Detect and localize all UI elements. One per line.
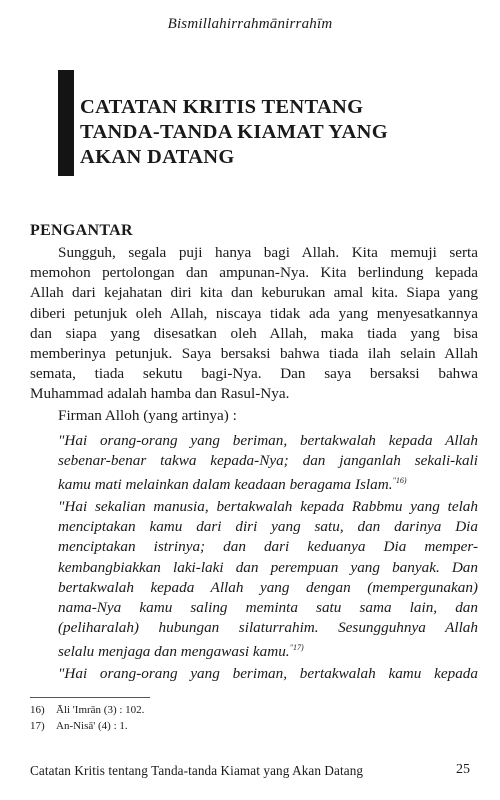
footnote-number: 17) xyxy=(30,720,45,732)
running-header: Bismillahirrahmānirrahīm xyxy=(167,16,333,32)
footnote xyxy=(30,720,128,732)
quote-line: bertakwalah kepada Allah yang dengan (mempergunakan) xyxy=(58,578,478,596)
paragraph-line: diberi petunjuk oleh Allah, niscaya tidak ada yang menyesatkannya xyxy=(30,304,478,322)
footnote-text: An-Nisā' (4) : 1. xyxy=(56,720,128,732)
quote-line: "Hai sekalian manusia, bertakwalah kepada Rabbmu yang telah xyxy=(58,498,478,515)
quote-line xyxy=(58,471,478,495)
paragraph-line: Muhammad adalah hamba dan Rasul-Nya. xyxy=(30,385,290,403)
section-heading: PENGANTAR xyxy=(30,222,133,239)
paragraph-line: dan siapa yang disesatkan oleh Allah, maka tiada yang bisa xyxy=(30,324,478,342)
footnote-divider xyxy=(30,697,150,698)
title-line: TANDA-TANDA KIAMAT YANG xyxy=(80,121,388,143)
title-accent-bar xyxy=(58,70,74,176)
quote-block-2 xyxy=(58,497,478,663)
quote-line: "Hai orang-orang yang beriman, bertakwalah kepada Allah xyxy=(58,432,478,449)
paragraph-line: Allah dari kejahatan diri kita dan keburukan amal kita. Siapa yang xyxy=(30,284,478,302)
quote-line: sebenar-benar takwa kepada-Nya; dan janganlah sekali-kali xyxy=(58,452,478,470)
paragraph-line: semata, tiada sekutu bagi-Nya. Dan saya bersaksi bahwa xyxy=(30,365,478,383)
quote-line: nama-Nya kamu saling meminta satu sama lain, dan xyxy=(58,599,478,617)
title-line: CATATAN KRITIS TENTANG xyxy=(80,96,364,118)
quote-line: menciptakan kamu dari diri yang satu, dan darinya Dia xyxy=(58,518,478,536)
quote-text: kamu mati melainkan dalam keadaan beragama Islam. xyxy=(58,476,393,494)
footnote-number: 16) xyxy=(30,704,45,716)
footnote xyxy=(30,704,144,716)
quote-line: "Hai orang-orang yang beriman, bertakwalah kamu kepada xyxy=(58,665,478,682)
footnote-ref: "17) xyxy=(289,643,304,653)
quote-intro: Firman Alloh (yang artinya) : xyxy=(58,407,237,424)
page-number: 25 xyxy=(456,762,470,777)
paragraph-line: Sungguh, segala puji hanya bagi Allah. Kita memuji serta xyxy=(58,244,478,261)
quote-text: selalu menjaga dan mengawasi kamu. xyxy=(58,643,290,661)
quote-line xyxy=(58,638,478,662)
opening-paragraph xyxy=(30,243,478,405)
footnote-ref: "16) xyxy=(392,476,407,486)
quote-block-3 xyxy=(58,664,478,684)
quote-block-1 xyxy=(58,431,478,496)
quote-line: kembangbiakkan laki-laki dan perempuan yang banyak. Dan xyxy=(58,558,478,576)
quote-line: menciptakan istrinya; dan dari keduanya Dia memper- xyxy=(58,538,478,556)
paragraph-line: memohon pertolongan dan ampunan-Nya. Kita berlindung kepada xyxy=(30,264,478,282)
chapter-title xyxy=(80,95,480,170)
quote-line: (peliharalah) hubungan silaturrahim. Sesungguhnya Allah xyxy=(58,619,478,637)
paragraph-line: memberinya petunjuk. Saya bersaksi bahwa tiada ilah selain Allah xyxy=(30,345,478,363)
footnote-text: Āli 'Imrān (3) : 102. xyxy=(56,704,145,716)
title-line: AKAN DATANG xyxy=(80,146,235,168)
running-footer-title: Catatan Kritis tentang Tanda-tanda Kiamat yang Akan Datang xyxy=(30,763,364,778)
